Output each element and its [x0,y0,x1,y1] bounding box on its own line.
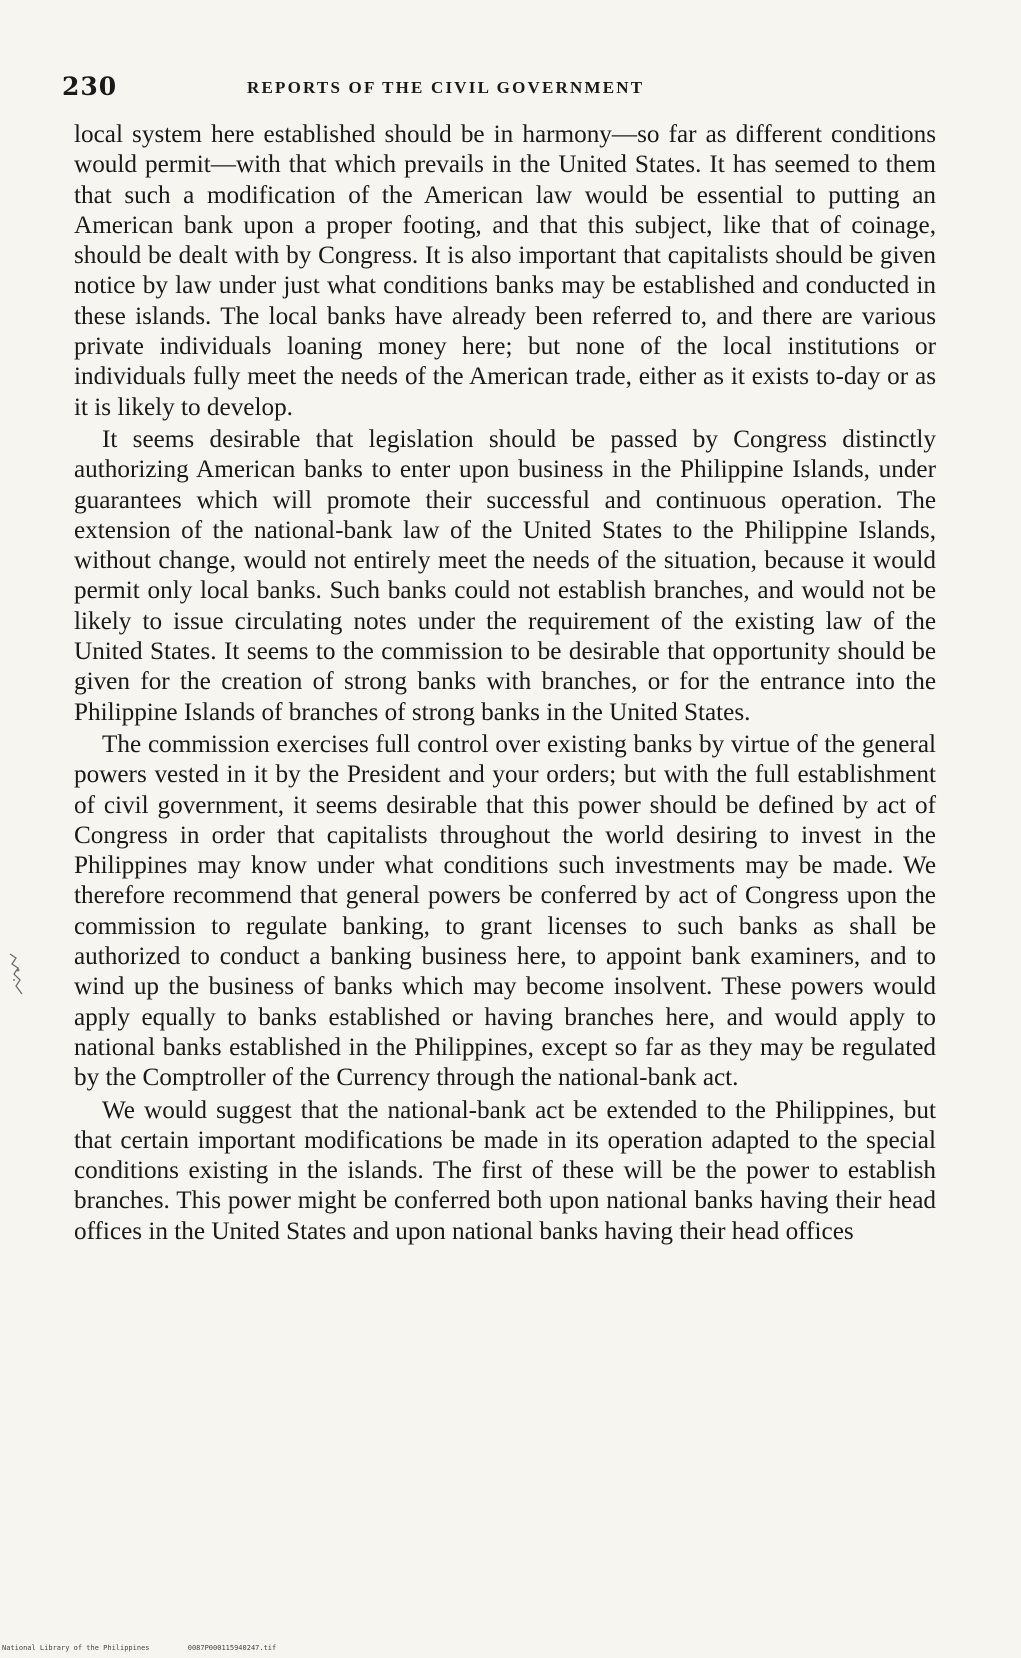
paragraph-4: We would suggest that the national-bank act be extended to the Philippines, but that certain important modifications be made in its operation adapted to the special conditions existing in the islands. The first of these will be the power to establish branches. This power might be conferred both upon national banks having their head offices in the United States and upon national banks having their head offices [74,1096,936,1245]
margin-speck-mark [6,950,28,1000]
running-head: REPORTS OF THE CIVIL GOVERNMENT [247,78,645,97]
page-footer [2,1644,310,1652]
paragraph-1: local system here established should be in harmony—so far as different conditions would permit—with that which prevails in the United States. It has seemed to them that such a modification of the American law would be essential to putting an American bank upon a proper footing, and that this subject, like that of coinage, should be dealt with by Congress. It is also important that capitalists should be given notice by law under just what conditions banks may be established and conducted in these islands. The local banks have already been referred to, and there are various private individuals loaning money here; but none of the local institutions or individuals fully meet the needs of the American trade, either as it exists to-day or as it is likely to develop. [74,121,936,421]
paragraph-2: It seems desirable that legislation should be passed by Congress distinctly authorizing American banks to enter upon business in the Philippine Islands, under guarantees which will promote their successful and continuous operation. The extension of the national-bank law of the United States to the Philippine Islands, without change, would not entirely meet the needs of the situation, because it would permit only local banks. Such banks could not establish branches, and would not be likely to issue circulating notes under the requirement of the existing law of the United States. It seems to the commission to be desirable that opportunity should be given for the creation of strong banks with branches, or for the entrance into the Philippine Islands of branches of strong banks in the United States. [74,425,936,726]
page-header [62,72,942,112]
footer-file: 0087P000115940247.tif [187,1644,277,1652]
body-text [74,120,936,1247]
footer-library: National Library of the Philippines [2,1644,150,1652]
page-number: 230 [62,72,118,101]
paragraph-3: The commission exercises full control over existing banks by virtue of the general powers vested in it by the President and your orders; but with the full establishment of civil government, it seems desirable that this power should be defined by act of Congress in order that capitalists throughout the world desiring to invest in the Philippines may know under what conditions such investments may be made. We therefore recommend that general powers be conferred by act of Congress upon the commission to regulate banking, to grant licenses to such banks as shall be authorized to conduct a banking business here, to appoint bank examiners, and to wind up the business of banks which may become insolvent. These powers would apply equally to banks established or having branches here, and would apply to national banks established in the Philippines, except so far as they may be regulated by the Comptroller of the Currency through the national-bank act. [74,730,936,1092]
